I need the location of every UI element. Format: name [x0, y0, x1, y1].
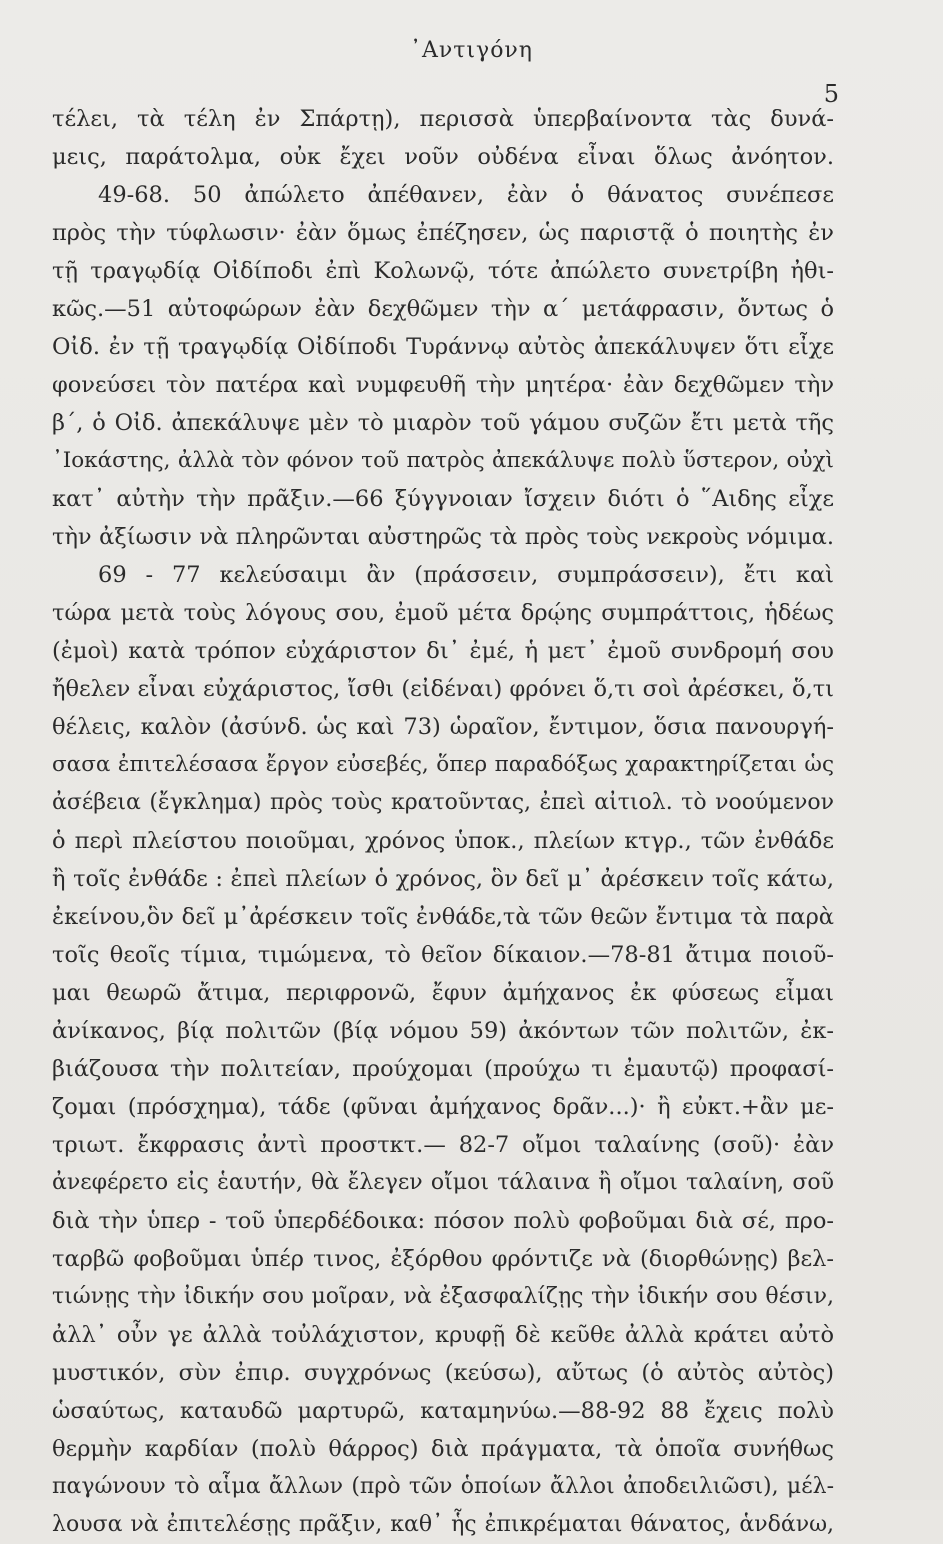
commentary-text	[52, 100, 834, 1544]
text-line: τιώνῃς τὴν ἰδικήν σου μοῖραν, νὰ ἐξασφαλίζῃς τὴν ἰδικήν σου θέσιν,	[52, 1284, 834, 1309]
text-line: τέλει, τὰ τέλη ἐν Σπάρτῃ), περισσὰ ὑπερβαίνοντα τὰς δυνά-	[52, 106, 834, 132]
text-line: λουσα νὰ ἐπιτελέσῃς πρᾶξιν, καθ᾿ ἧς ἐπικρέμαται θάνατος, ἁνδάνω,	[52, 1512, 834, 1537]
text-line: μεις, παράτολμα, οὐκ ἔχει νοῦν οὐδένα εἶναι ὅλως ἀνόητον.	[52, 144, 834, 170]
text-line: φονεύσει τὸν πατέρα καὶ νυμφευθῆ τὴν μητέρα· ἐὰν δεχθῶμεν τὴν	[52, 372, 834, 398]
text-line: σασα ἐπιτελέσασα ἔργον εὐσεβές, ὅπερ παραδόξως χαρακτηρίζεται ὡς	[52, 752, 834, 777]
running-title: ᾿Αντιγόνη	[409, 38, 533, 63]
text-line: ἀνεφέρετο εἰς ἑαυτήν, θὰ ἔλεγεν οἴμοι τάλαινα ἢ οἴμοι ταλαίνη, σοῦ	[52, 1170, 834, 1195]
text-line: 69 - 77 κελεύσαιμι ἂν (πράσσειν, συμπράσσειν), ἔτι καὶ	[98, 562, 834, 588]
text-line: τώρα μετὰ τοὺς λόγους σου, ἐμοῦ μέτα δρῴης συμπράττοις, ἡδέως	[52, 600, 834, 626]
text-line: βιάζουσα τὴν πολιτείαν, προύχομαι (προύχω τι ἐμαυτῷ) προφασί-	[52, 1056, 834, 1082]
text-line: θερμὴν καρδίαν (πολὺ θάρρος) διὰ πράγματα, τὰ ὁποῖα συνήθως	[52, 1436, 834, 1462]
page-number: 5	[823, 80, 839, 108]
text-line: ἤθελεν εἶναι εὐχάριστος, ἴσθι (εἰδέναι) φρόνει ὅ,τι σοὶ ἀρέσκει, ὅ,τι	[52, 676, 834, 702]
text-line: ἀλλ᾿ οὖν γε ἀλλὰ τοὐλάχιστον, κρυφῇ δὲ κεῦθε ἀλλὰ κράτει αὐτὸ	[52, 1322, 834, 1348]
text-line: θέλεις, καλὸν (ἀσύνδ. ὡς καὶ 73) ὡραῖον, ἔντιμον, ὅσια πανουργή-	[52, 714, 834, 740]
text-line: β´, ὁ Οἰδ. ἀπεκάλυψε μὲν τὸ μιαρὸν τοῦ γάμου συζῶν ἔτι μετὰ τῆς	[52, 410, 834, 436]
text-line: ἀνίκανος, βίᾳ πολιτῶν (βίᾳ νόμου 59) ἀκόντων τῶν πολιτῶν, ἐκ-	[52, 1018, 834, 1044]
text-line: παγώνουν τὸ αἷμα ἄλλων (πρὸ τῶν ὁποίων ἄλλοι ἀποδειλιῶσι), μέλ-	[52, 1474, 834, 1499]
text-line: ὡσαύτως, καταυδῶ μαρτυρῶ, καταμηνύω.—88-92 88 ἔχεις πολὺ	[52, 1398, 834, 1424]
text-line: πρὸς τὴν τύφλωσιν· ἐὰν ὅμως ἐπέζησεν, ὡς παριστᾷ ὁ ποιητὴς ἐν	[52, 220, 834, 246]
text-line: διὰ τὴν ὑπερ - τοῦ ὑπερδέδοικα: πόσον πολὺ φοβοῦμαι διὰ σέ, προ-	[52, 1208, 834, 1234]
text-line: τὴν ἀξίωσιν νὰ πληρῶνται αὐστηρῶς τὰ πρὸς τοὺς νεκροὺς νόμιμα.	[52, 524, 834, 550]
text-line: ᾿Ιοκάστης, ἀλλὰ τὸν φόνον τοῦ πατρὸς ἀπεκάλυψε πολὺ ὕστερον, οὐχὶ	[52, 448, 834, 473]
text-line: Οἰδ. ἐν τῇ τραγῳδίᾳ Οἰδίποδι Τυράννῳ αὐτὸς ἀπεκάλυψεν ὅτι εἶχε	[52, 334, 834, 360]
text-line: ὁ περὶ πλείστου ποιοῦμαι, χρόνος ὑποκ., πλείων κτγρ., τῶν ἐνθάδε	[52, 828, 834, 854]
text-line: ζομαι (πρόσχημα), τάδε (φῦναι ἀμήχανος δρᾶν...)· ἢ εὐκτ.+ἂν με-	[52, 1094, 834, 1120]
text-line: ἀσέβεια (ἔγκλημα) πρὸς τοὺς κρατοῦντας, ἐπεὶ αἰτιολ. τὸ νοούμενον	[52, 790, 834, 815]
text-line: (ἐμοὶ) κατὰ τρόπον εὐχάριστον δι᾿ ἐμέ, ἡ μετ᾿ ἐμοῦ συνδρομή σου	[52, 638, 834, 664]
text-line: μυστικόν, σὺν ἐπιρ. συγχρόνως (κεύσω), αὔτως (ὁ αὐτὸς αὐτὸς)	[52, 1360, 834, 1386]
text-line: κατ᾿ αὐτὴν τὴν πρᾶξιν.—66 ξύγγνοιαν ἴσχειν διότι ὁ ῞Αιδης εἶχε	[52, 486, 834, 512]
text-line: τῇ τραγῳδίᾳ Οἰδίποδι ἐπὶ Κολωνῷ, τότε ἀπώλετο συνετρίβη ἠθι-	[52, 258, 834, 284]
text-line: ἢ τοῖς ἐνθάδε : ἐπεὶ πλείων ὁ χρόνος, ὃν δεῖ μ᾿ ἀρέσκειν τοῖς κάτω,	[52, 866, 834, 892]
text-line: ταρβῶ φοβοῦμαι ὑπέρ τινος, ἐξόρθου φρόντιζε νὰ (διορθώνῃς) βελ-	[52, 1246, 834, 1272]
text-line: τοῖς θεοῖς τίμια, τιμώμενα, τὸ θεῖον δίκαιον.—78-81 ἄτιμα ποιοῦ-	[52, 942, 834, 968]
text-line: μαι θεωρῶ ἄτιμα, περιφρονῶ, ἔφυν ἀμήχανος ἐκ φύσεως εἶμαι	[52, 980, 834, 1006]
text-line: ἐκείνου,ὃν δεῖ μ᾿ἀρέσκειν τοῖς ἐνθάδε,τὰ τῶν θεῶν ἔντιμα τὰ παρὰ	[52, 904, 834, 930]
text-line: 49-68. 50 ἀπώλετο ἀπέθανεν, ἐὰν ὁ θάνατος συνέπεσε	[98, 182, 834, 208]
text-line: τριωτ. ἔκφρασις ἀντὶ προστκτ.— 82-7 οἴμοι ταλαίνης (σοῦ)· ἐὰν	[52, 1132, 834, 1158]
text-line: κῶς.—51 αὐτοφώρων ἐὰν δεχθῶμεν τὴν α´ μετάφρασιν, ὄντως ὁ	[52, 296, 834, 322]
